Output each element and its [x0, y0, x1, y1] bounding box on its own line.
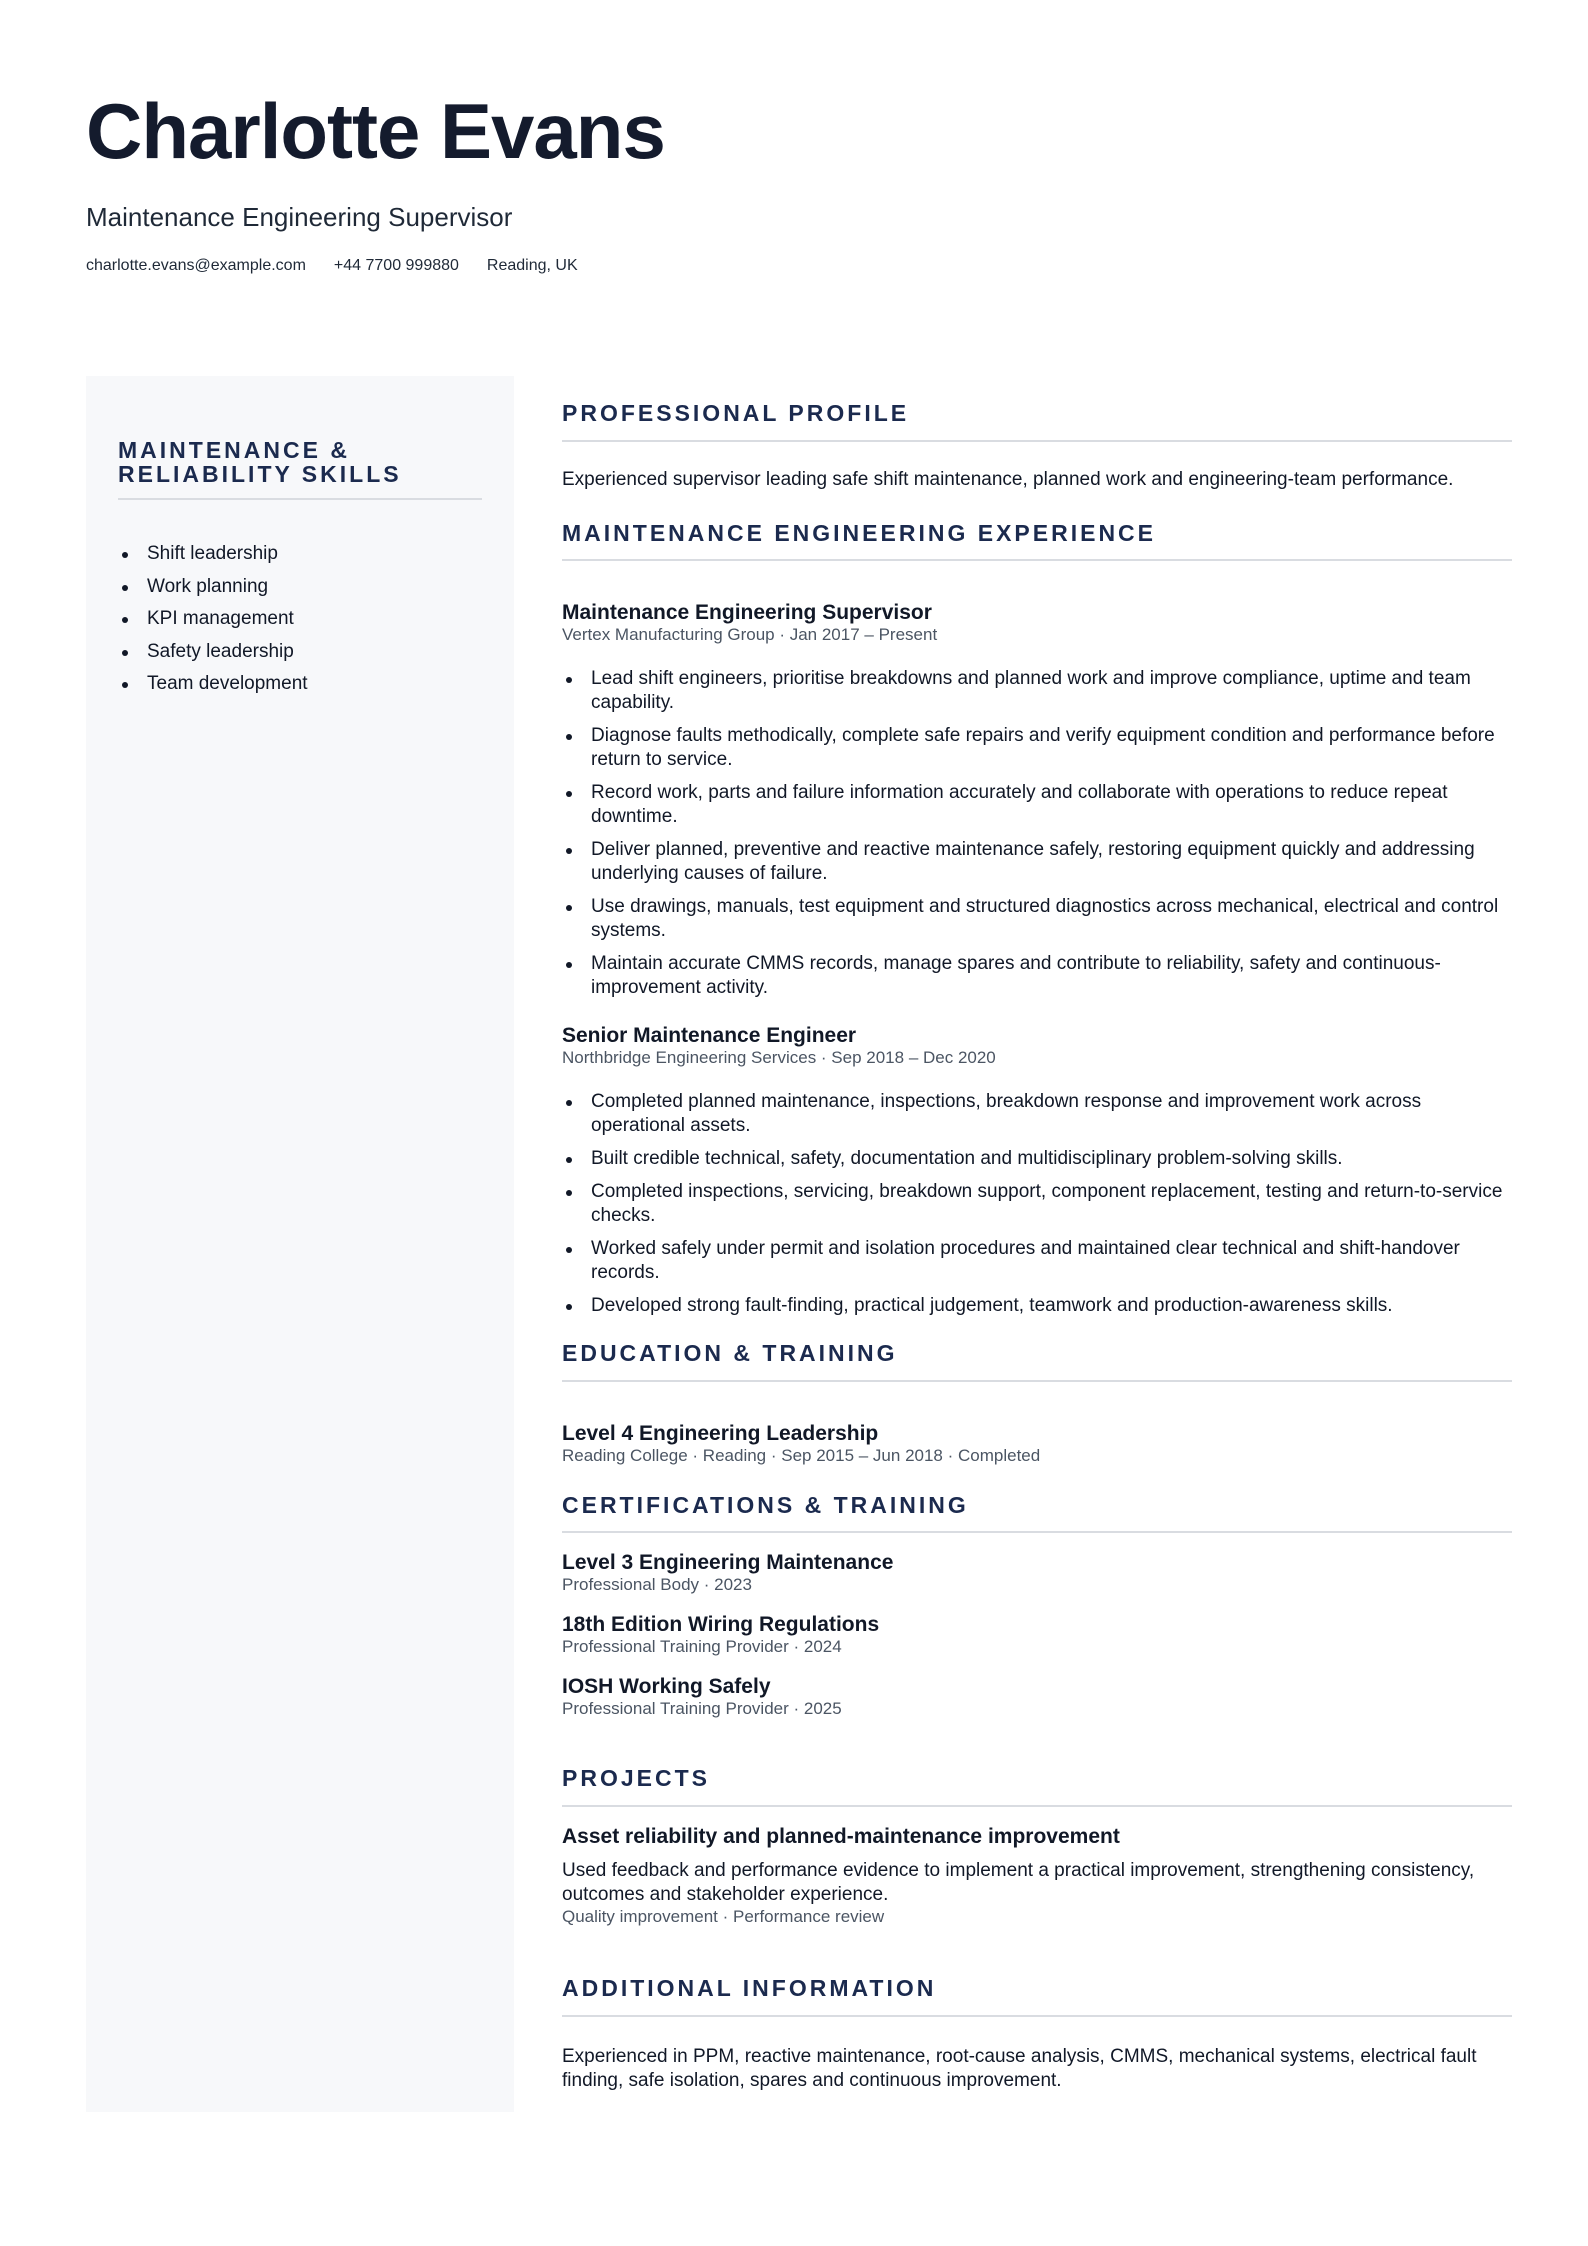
job-bullet: Use drawings, manuals, test equipment and structured diagnostics across mechanical, electrical and control systems. — [562, 895, 1512, 943]
skills-heading — [118, 438, 482, 486]
certification-title: Level 3 Engineering Maintenance — [562, 1551, 894, 1575]
education-meta: Reading College · Reading · Sep 2015 – Jun 2018 · Completed — [562, 1445, 1041, 1465]
skill-item: Safety leadership — [118, 636, 482, 669]
skill-item: KPI management — [118, 603, 482, 636]
job-bullet: Maintain accurate CMMS records, manage spares and contribute to reliability, safety and continuous-improvement activity. — [562, 952, 1512, 1000]
certification-title: 18th Edition Wiring Regulations — [562, 1613, 880, 1637]
divider — [562, 2015, 1512, 2017]
divider — [562, 1531, 1512, 1533]
skills-sidebar — [86, 376, 514, 2112]
skills-heading-line1: MAINTENANCE & — [118, 437, 350, 463]
job-bullet: Diagnose faults methodically, complete safe repairs and verify equipment condition and performance before return to service. — [562, 724, 1512, 772]
job-entry — [562, 1024, 1512, 1318]
certification-title: IOSH Working Safely — [562, 1675, 771, 1699]
job-bullet: Developed strong fault-finding, practical judgement, teamwork and production-awareness skills. — [562, 1294, 1512, 1318]
job-bullet: Completed planned maintenance, inspections, breakdown response and improvement work across operational assets. — [562, 1090, 1512, 1138]
job-entry — [562, 601, 1512, 1000]
skill-item: Work planning — [118, 571, 482, 604]
skill-item: Shift leadership — [118, 538, 482, 571]
certification-entry — [562, 1675, 1512, 1719]
contact-phone: +44 7700 999880 — [333, 257, 459, 274]
divider — [562, 559, 1512, 561]
job-bullet: Record work, parts and failure information accurately and collaborate with operations to reduce repeat downtime. — [562, 781, 1512, 829]
job-bullet: Built credible technical, safety, documentation and multidisciplinary problem-solving skills. — [562, 1147, 1512, 1171]
education-section — [562, 1340, 1512, 1466]
projects-section — [562, 1765, 1512, 1927]
project-meta: Quality improvement · Performance review — [562, 1906, 885, 1926]
job-meta: Vertex Manufacturing Group · Jan 2017 – Present — [562, 625, 938, 645]
skill-item: Team development — [118, 668, 482, 701]
education-title: Level 4 Engineering Leadership — [562, 1421, 879, 1445]
contact-location: Reading, UK — [486, 257, 578, 274]
project-description: Used feedback and performance evidence to implement a practical improvement, strengthening consistency, outcomes and stakeholder experience. — [562, 1859, 1475, 1905]
certification-meta: Professional Body · 2023 — [562, 1575, 752, 1595]
certification-entry — [562, 1613, 1512, 1657]
divider — [562, 1380, 1512, 1382]
project-entry — [562, 1825, 1512, 1927]
job-bullet: Lead shift engineers, prioritise breakdowns and planned work and improve compliance, uptime and team capability. — [562, 667, 1512, 715]
job-title: Maintenance Engineering Supervisor — [562, 601, 932, 625]
skills-list — [118, 538, 482, 701]
skills-heading-line2: RELIABILITY SKILLS — [118, 461, 402, 488]
candidate-title: Maintenance Engineering Supervisor — [86, 202, 513, 232]
job-bullet: Worked safely under permit and isolation procedures and maintained clear technical and shift-handover records. — [562, 1237, 1512, 1285]
certification-entry — [562, 1551, 1512, 1595]
job-bullets — [562, 667, 1512, 1000]
project-title: Asset reliability and planned-maintenance improvement — [562, 1824, 1120, 1848]
certification-meta: Professional Training Provider · 2024 — [562, 1637, 842, 1657]
additional-section — [562, 1975, 1512, 2093]
contact-email: charlotte.evans@example.com — [86, 257, 306, 274]
projects-heading: PROJECTS — [562, 1765, 710, 1792]
certifications-heading: CERTIFICATIONS & TRAINING — [562, 1491, 969, 1518]
certification-meta: Professional Training Provider · 2025 — [562, 1699, 842, 1719]
contact-info — [86, 257, 1506, 275]
job-meta: Northbridge Engineering Services · Sep 2018 – Dec 2020 — [562, 1048, 996, 1068]
additional-text: Experienced in PPM, reactive maintenance, root-cause analysis, CMMS, mechanical systems, electrical fault finding, safe isolation, spares and continuous improvement. — [562, 2045, 1477, 2091]
job-title: Senior Maintenance Engineer — [562, 1024, 857, 1048]
profile-text: Experienced supervisor leading safe shift maintenance, planned work and engineering-team performance. — [562, 468, 1454, 490]
job-bullets — [562, 1090, 1512, 1318]
certifications-section — [562, 1492, 1512, 1720]
education-entry — [562, 1422, 1512, 1466]
job-bullet: Deliver planned, preventive and reactive maintenance safely, restoring equipment quickly and addressing underlying causes of failure. — [562, 838, 1512, 886]
resume-header — [86, 87, 1506, 275]
main-content — [562, 400, 1512, 2093]
candidate-name: Charlotte Evans — [86, 87, 665, 175]
job-bullet: Completed inspections, servicing, breakdown support, component replacement, testing and return-to-service checks. — [562, 1180, 1512, 1228]
divider — [562, 440, 1512, 442]
profile-heading: PROFESSIONAL PROFILE — [562, 400, 910, 426]
education-heading: EDUCATION & TRAINING — [562, 1340, 898, 1367]
divider — [562, 1805, 1512, 1807]
experience-section — [562, 520, 1512, 1319]
additional-heading: ADDITIONAL INFORMATION — [562, 1974, 937, 2001]
experience-heading: MAINTENANCE ENGINEERING EXPERIENCE — [562, 519, 1157, 546]
profile-section — [562, 400, 1512, 492]
divider — [118, 498, 482, 500]
